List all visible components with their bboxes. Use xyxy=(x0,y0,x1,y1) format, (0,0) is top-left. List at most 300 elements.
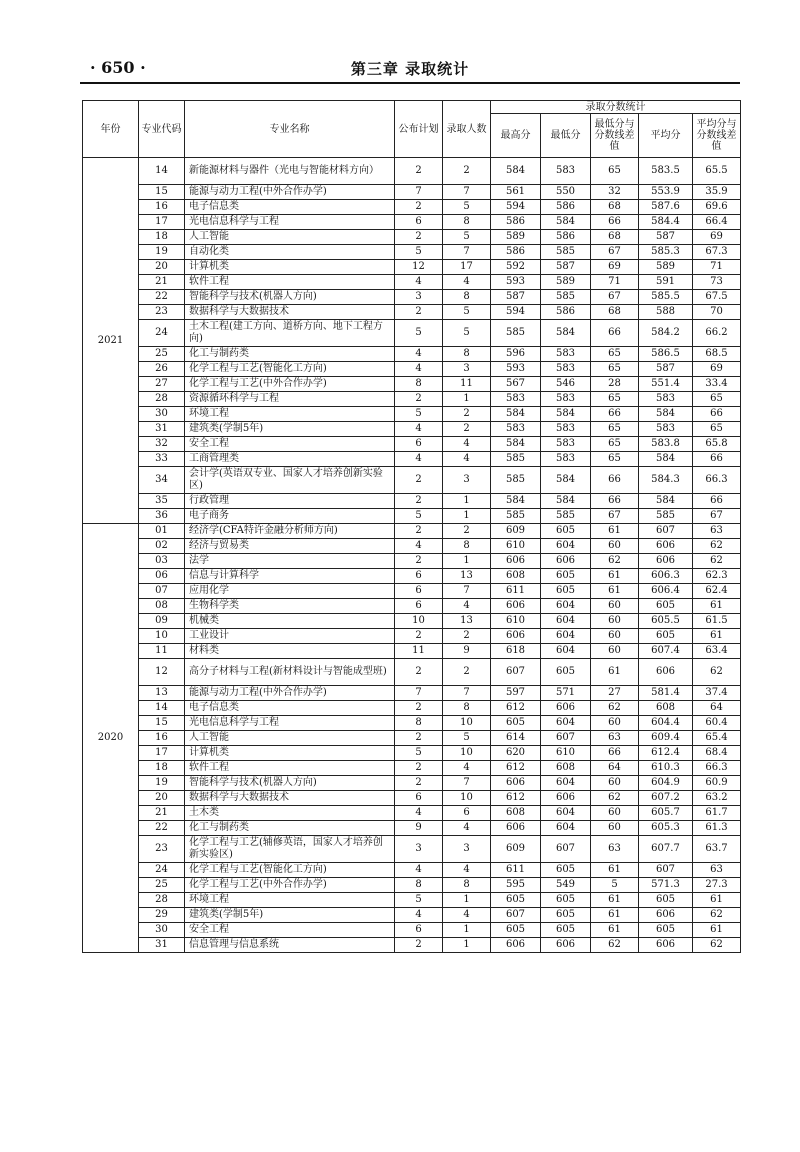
code-cell: 19 xyxy=(139,776,185,791)
header-score-group: 录取分数统计 xyxy=(491,101,741,114)
avg-diff-cell: 62 xyxy=(693,908,741,923)
plan-cell: 2 xyxy=(395,776,443,791)
major-cell: 土木工程(建工方向、道桥方向、地下工程方向) xyxy=(185,320,395,347)
major-cell: 工商管理类 xyxy=(185,452,395,467)
max-cell: 610 xyxy=(491,614,541,629)
avg-diff-cell: 61 xyxy=(693,599,741,614)
admitted-cell: 4 xyxy=(443,821,491,836)
max-cell: 594 xyxy=(491,305,541,320)
avg-cell: 585 xyxy=(639,509,693,524)
admitted-cell: 4 xyxy=(443,275,491,290)
min-cell: 607 xyxy=(541,731,591,746)
min-cell: 585 xyxy=(541,290,591,305)
code-cell: 30 xyxy=(139,407,185,422)
max-cell: 586 xyxy=(491,245,541,260)
major-cell: 应用化学 xyxy=(185,584,395,599)
code-cell: 35 xyxy=(139,494,185,509)
avg-cell: 606 xyxy=(639,659,693,686)
major-cell: 法学 xyxy=(185,554,395,569)
code-cell: 17 xyxy=(139,215,185,230)
admitted-cell: 1 xyxy=(443,938,491,953)
max-cell: 583 xyxy=(491,422,541,437)
max-cell: 606 xyxy=(491,629,541,644)
min-cell: 607 xyxy=(541,836,591,863)
avg-cell: 583.8 xyxy=(639,437,693,452)
admitted-cell: 4 xyxy=(443,452,491,467)
max-cell: 584 xyxy=(491,407,541,422)
table-row xyxy=(83,392,741,407)
table-row xyxy=(83,836,741,863)
min-diff-cell: 68 xyxy=(591,200,639,215)
admitted-cell: 4 xyxy=(443,908,491,923)
admitted-cell: 1 xyxy=(443,392,491,407)
avg-diff-cell: 62 xyxy=(693,938,741,953)
max-cell: 612 xyxy=(491,701,541,716)
table-row xyxy=(83,260,741,275)
max-cell: 585 xyxy=(491,452,541,467)
min-cell: 546 xyxy=(541,377,591,392)
major-cell: 计算机类 xyxy=(185,260,395,275)
plan-cell: 2 xyxy=(395,524,443,539)
min-cell: 606 xyxy=(541,791,591,806)
major-cell: 能源与动力工程(中外合作办学) xyxy=(185,686,395,701)
avg-cell: 585.3 xyxy=(639,245,693,260)
plan-cell: 2 xyxy=(395,761,443,776)
admitted-cell: 7 xyxy=(443,245,491,260)
admitted-cell: 10 xyxy=(443,791,491,806)
major-cell: 资源循环科学与工程 xyxy=(185,392,395,407)
max-cell: 584 xyxy=(491,158,541,185)
max-cell: 584 xyxy=(491,437,541,452)
avg-diff-cell: 62 xyxy=(693,659,741,686)
avg-diff-cell: 68.5 xyxy=(693,347,741,362)
max-cell: 611 xyxy=(491,584,541,599)
min-diff-cell: 62 xyxy=(591,938,639,953)
max-cell: 606 xyxy=(491,776,541,791)
code-cell: 11 xyxy=(139,644,185,659)
code-cell: 14 xyxy=(139,158,185,185)
major-cell: 软件工程 xyxy=(185,761,395,776)
min-cell: 606 xyxy=(541,701,591,716)
min-diff-cell: 60 xyxy=(591,821,639,836)
code-cell: 31 xyxy=(139,938,185,953)
avg-diff-cell: 69 xyxy=(693,230,741,245)
table-row xyxy=(83,614,741,629)
admitted-cell: 7 xyxy=(443,686,491,701)
avg-cell: 607.7 xyxy=(639,836,693,863)
max-cell: 609 xyxy=(491,524,541,539)
table-row xyxy=(83,701,741,716)
min-cell: 608 xyxy=(541,761,591,776)
header-rule xyxy=(80,82,740,84)
min-cell: 605 xyxy=(541,569,591,584)
avg-diff-cell: 62 xyxy=(693,554,741,569)
max-cell: 606 xyxy=(491,554,541,569)
code-cell: 25 xyxy=(139,347,185,362)
min-cell: 583 xyxy=(541,422,591,437)
plan-cell: 6 xyxy=(395,215,443,230)
major-cell: 数据科学与大数据技术 xyxy=(185,791,395,806)
max-cell: 597 xyxy=(491,686,541,701)
avg-cell: 583 xyxy=(639,392,693,407)
avg-diff-cell: 65 xyxy=(693,422,741,437)
avg-diff-cell: 66.3 xyxy=(693,761,741,776)
min-cell: 583 xyxy=(541,158,591,185)
header-plan: 公布计划 xyxy=(395,101,443,158)
avg-cell: 584 xyxy=(639,407,693,422)
avg-diff-cell: 61 xyxy=(693,629,741,644)
avg-diff-cell: 63 xyxy=(693,524,741,539)
admitted-cell: 1 xyxy=(443,509,491,524)
min-diff-cell: 64 xyxy=(591,761,639,776)
max-cell: 614 xyxy=(491,731,541,746)
major-cell: 工业设计 xyxy=(185,629,395,644)
major-cell: 化工与制药类 xyxy=(185,347,395,362)
min-diff-cell: 60 xyxy=(591,614,639,629)
min-cell: 604 xyxy=(541,614,591,629)
avg-diff-cell: 71 xyxy=(693,260,741,275)
admitted-cell: 4 xyxy=(443,761,491,776)
min-cell: 583 xyxy=(541,437,591,452)
max-cell: 610 xyxy=(491,539,541,554)
table-row xyxy=(83,644,741,659)
min-diff-cell: 60 xyxy=(591,599,639,614)
table-row xyxy=(83,629,741,644)
code-cell: 06 xyxy=(139,569,185,584)
chapter-title: 第三章 录取统计 xyxy=(350,60,470,78)
header-avg: 平均分 xyxy=(639,114,693,158)
avg-cell: 583 xyxy=(639,422,693,437)
avg-diff-cell: 73 xyxy=(693,275,741,290)
code-cell: 26 xyxy=(139,362,185,377)
plan-cell: 4 xyxy=(395,863,443,878)
min-cell: 583 xyxy=(541,392,591,407)
min-cell: 587 xyxy=(541,260,591,275)
min-diff-cell: 61 xyxy=(591,659,639,686)
plan-cell: 12 xyxy=(395,260,443,275)
avg-diff-cell: 62 xyxy=(693,539,741,554)
plan-cell: 2 xyxy=(395,392,443,407)
plan-cell: 4 xyxy=(395,422,443,437)
min-diff-cell: 69 xyxy=(591,260,639,275)
avg-cell: 606.3 xyxy=(639,569,693,584)
avg-diff-cell: 66 xyxy=(693,494,741,509)
max-cell: 593 xyxy=(491,362,541,377)
plan-cell: 2 xyxy=(395,731,443,746)
code-cell: 01 xyxy=(139,524,185,539)
admitted-cell: 5 xyxy=(443,305,491,320)
min-diff-cell: 62 xyxy=(591,791,639,806)
max-cell: 612 xyxy=(491,761,541,776)
max-cell: 607 xyxy=(491,908,541,923)
header-year: 年份 xyxy=(83,101,139,158)
min-cell: 605 xyxy=(541,584,591,599)
code-cell: 17 xyxy=(139,746,185,761)
plan-cell: 2 xyxy=(395,659,443,686)
min-cell: 583 xyxy=(541,452,591,467)
min-diff-cell: 60 xyxy=(591,539,639,554)
max-cell: 586 xyxy=(491,215,541,230)
header-min: 最低分 xyxy=(541,114,591,158)
major-cell: 人工智能 xyxy=(185,230,395,245)
plan-cell: 9 xyxy=(395,821,443,836)
major-cell: 材料类 xyxy=(185,644,395,659)
major-cell: 行政管理 xyxy=(185,494,395,509)
table-row xyxy=(83,893,741,908)
table-row xyxy=(83,776,741,791)
max-cell: 612 xyxy=(491,791,541,806)
plan-cell: 4 xyxy=(395,539,443,554)
code-cell: 18 xyxy=(139,230,185,245)
avg-cell: 584.3 xyxy=(639,467,693,494)
avg-cell: 584 xyxy=(639,494,693,509)
plan-cell: 8 xyxy=(395,878,443,893)
code-cell: 20 xyxy=(139,260,185,275)
code-cell: 16 xyxy=(139,731,185,746)
avg-cell: 607 xyxy=(639,863,693,878)
major-cell: 经济与贸易类 xyxy=(185,539,395,554)
min-diff-cell: 61 xyxy=(591,863,639,878)
min-cell: 605 xyxy=(541,524,591,539)
plan-cell: 7 xyxy=(395,686,443,701)
avg-cell: 610.3 xyxy=(639,761,693,776)
table-row xyxy=(83,494,741,509)
avg-cell: 612.4 xyxy=(639,746,693,761)
admitted-cell: 17 xyxy=(443,260,491,275)
min-diff-cell: 62 xyxy=(591,554,639,569)
major-cell: 化学工程与工艺(中外合作办学) xyxy=(185,878,395,893)
major-cell: 智能科学与技术(机器人方向) xyxy=(185,290,395,305)
avg-cell: 584.2 xyxy=(639,320,693,347)
min-diff-cell: 65 xyxy=(591,347,639,362)
avg-cell: 605.3 xyxy=(639,821,693,836)
plan-cell: 6 xyxy=(395,437,443,452)
min-cell: 586 xyxy=(541,230,591,245)
min-cell: 586 xyxy=(541,305,591,320)
avg-cell: 583.5 xyxy=(639,158,693,185)
admitted-cell: 4 xyxy=(443,437,491,452)
min-cell: 604 xyxy=(541,821,591,836)
min-cell: 571 xyxy=(541,686,591,701)
table-row xyxy=(83,422,741,437)
min-diff-cell: 66 xyxy=(591,467,639,494)
code-cell: 23 xyxy=(139,305,185,320)
admitted-cell: 8 xyxy=(443,290,491,305)
min-cell: 605 xyxy=(541,863,591,878)
avg-diff-cell: 61.5 xyxy=(693,614,741,629)
avg-cell: 607.2 xyxy=(639,791,693,806)
min-diff-cell: 66 xyxy=(591,215,639,230)
avg-diff-cell: 61.7 xyxy=(693,806,741,821)
min-cell: 604 xyxy=(541,644,591,659)
avg-diff-cell: 67 xyxy=(693,509,741,524)
avg-diff-cell: 63.7 xyxy=(693,836,741,863)
avg-cell: 609.4 xyxy=(639,731,693,746)
admitted-cell: 2 xyxy=(443,407,491,422)
plan-cell: 8 xyxy=(395,377,443,392)
header-major: 专业名称 xyxy=(185,101,395,158)
plan-cell: 2 xyxy=(395,467,443,494)
code-cell: 07 xyxy=(139,584,185,599)
max-cell: 587 xyxy=(491,290,541,305)
plan-cell: 7 xyxy=(395,185,443,200)
max-cell: 611 xyxy=(491,863,541,878)
plan-cell: 6 xyxy=(395,569,443,584)
table-row xyxy=(83,200,741,215)
major-cell: 化学工程与工艺(辅修英语，国家人才培养创新实验区) xyxy=(185,836,395,863)
avg-diff-cell: 66.3 xyxy=(693,467,741,494)
admitted-cell: 7 xyxy=(443,584,491,599)
min-diff-cell: 63 xyxy=(591,731,639,746)
admitted-cell: 13 xyxy=(443,569,491,584)
avg-diff-cell: 67.3 xyxy=(693,245,741,260)
max-cell: 596 xyxy=(491,347,541,362)
admitted-cell: 5 xyxy=(443,320,491,347)
min-diff-cell: 65 xyxy=(591,437,639,452)
max-cell: 585 xyxy=(491,509,541,524)
table-row xyxy=(83,569,741,584)
admitted-cell: 10 xyxy=(443,716,491,731)
plan-cell: 6 xyxy=(395,599,443,614)
table-row xyxy=(83,659,741,686)
code-cell: 21 xyxy=(139,275,185,290)
avg-diff-cell: 65 xyxy=(693,392,741,407)
min-diff-cell: 27 xyxy=(591,686,639,701)
admitted-cell: 6 xyxy=(443,806,491,821)
admitted-cell: 2 xyxy=(443,422,491,437)
avg-cell: 585.5 xyxy=(639,290,693,305)
admitted-cell: 3 xyxy=(443,362,491,377)
admitted-cell: 8 xyxy=(443,878,491,893)
avg-diff-cell: 69.6 xyxy=(693,200,741,215)
min-cell: 604 xyxy=(541,716,591,731)
min-diff-cell: 67 xyxy=(591,509,639,524)
min-diff-cell: 32 xyxy=(591,185,639,200)
table-row xyxy=(83,437,741,452)
admitted-cell: 9 xyxy=(443,644,491,659)
admitted-cell: 2 xyxy=(443,158,491,185)
min-cell: 584 xyxy=(541,320,591,347)
admitted-cell: 13 xyxy=(443,614,491,629)
min-cell: 604 xyxy=(541,629,591,644)
plan-cell: 4 xyxy=(395,275,443,290)
min-diff-cell: 71 xyxy=(591,275,639,290)
min-diff-cell: 67 xyxy=(591,245,639,260)
major-cell: 电子信息类 xyxy=(185,701,395,716)
min-diff-cell: 61 xyxy=(591,524,639,539)
max-cell: 620 xyxy=(491,746,541,761)
avg-diff-cell: 62.4 xyxy=(693,584,741,599)
table-row xyxy=(83,746,741,761)
major-cell: 化学工程与工艺(中外合作办学) xyxy=(185,377,395,392)
table-row xyxy=(83,761,741,776)
avg-cell: 606 xyxy=(639,539,693,554)
major-cell: 信息与计算科学 xyxy=(185,569,395,584)
table-row xyxy=(83,554,741,569)
min-diff-cell: 61 xyxy=(591,584,639,599)
plan-cell: 6 xyxy=(395,923,443,938)
plan-cell: 2 xyxy=(395,230,443,245)
admitted-cell: 10 xyxy=(443,746,491,761)
min-diff-cell: 66 xyxy=(591,494,639,509)
avg-diff-cell: 63.4 xyxy=(693,644,741,659)
admitted-cell: 7 xyxy=(443,185,491,200)
major-cell: 安全工程 xyxy=(185,923,395,938)
min-cell: 589 xyxy=(541,275,591,290)
min-cell: 604 xyxy=(541,776,591,791)
max-cell: 608 xyxy=(491,569,541,584)
header-admitted: 录取人数 xyxy=(443,101,491,158)
min-cell: 583 xyxy=(541,347,591,362)
max-cell: 585 xyxy=(491,467,541,494)
plan-cell: 2 xyxy=(395,200,443,215)
min-diff-cell: 28 xyxy=(591,377,639,392)
table-row xyxy=(83,539,741,554)
admitted-cell: 8 xyxy=(443,215,491,230)
table-row xyxy=(83,863,741,878)
min-cell: 604 xyxy=(541,539,591,554)
plan-cell: 5 xyxy=(395,320,443,347)
admitted-cell: 1 xyxy=(443,893,491,908)
code-cell: 15 xyxy=(139,716,185,731)
min-diff-cell: 66 xyxy=(591,407,639,422)
code-cell: 16 xyxy=(139,200,185,215)
admitted-cell: 5 xyxy=(443,200,491,215)
avg-diff-cell: 66 xyxy=(693,452,741,467)
plan-cell: 3 xyxy=(395,836,443,863)
max-cell: 585 xyxy=(491,320,541,347)
min-diff-cell: 65 xyxy=(591,158,639,185)
major-cell: 环境工程 xyxy=(185,893,395,908)
min-diff-cell: 66 xyxy=(591,320,639,347)
min-cell: 606 xyxy=(541,554,591,569)
admitted-cell: 4 xyxy=(443,599,491,614)
admitted-cell: 2 xyxy=(443,524,491,539)
avg-cell: 604.4 xyxy=(639,716,693,731)
plan-cell: 8 xyxy=(395,716,443,731)
header-avg-diff: 平均分与分数线差值 xyxy=(693,114,741,158)
major-cell: 化学工程与工艺(智能化工方向) xyxy=(185,863,395,878)
avg-cell: 591 xyxy=(639,275,693,290)
major-cell: 电子信息类 xyxy=(185,200,395,215)
major-cell: 化工与制药类 xyxy=(185,821,395,836)
admitted-cell: 3 xyxy=(443,467,491,494)
major-cell: 建筑类(学制5年) xyxy=(185,908,395,923)
min-diff-cell: 61 xyxy=(591,569,639,584)
plan-cell: 5 xyxy=(395,509,443,524)
max-cell: 561 xyxy=(491,185,541,200)
major-cell: 光电信息科学与工程 xyxy=(185,716,395,731)
admitted-cell: 1 xyxy=(443,494,491,509)
max-cell: 584 xyxy=(491,494,541,509)
min-diff-cell: 62 xyxy=(591,701,639,716)
plan-cell: 4 xyxy=(395,806,443,821)
plan-cell: 2 xyxy=(395,701,443,716)
avg-cell: 588 xyxy=(639,305,693,320)
table-row xyxy=(83,362,741,377)
major-cell: 机械类 xyxy=(185,614,395,629)
code-cell: 15 xyxy=(139,185,185,200)
table-row xyxy=(83,509,741,524)
min-diff-cell: 65 xyxy=(591,452,639,467)
table-row xyxy=(83,158,741,185)
table-row xyxy=(83,938,741,953)
code-cell: 03 xyxy=(139,554,185,569)
code-cell: 22 xyxy=(139,290,185,305)
min-cell: 584 xyxy=(541,215,591,230)
table-row xyxy=(83,806,741,821)
avg-diff-cell: 63 xyxy=(693,863,741,878)
